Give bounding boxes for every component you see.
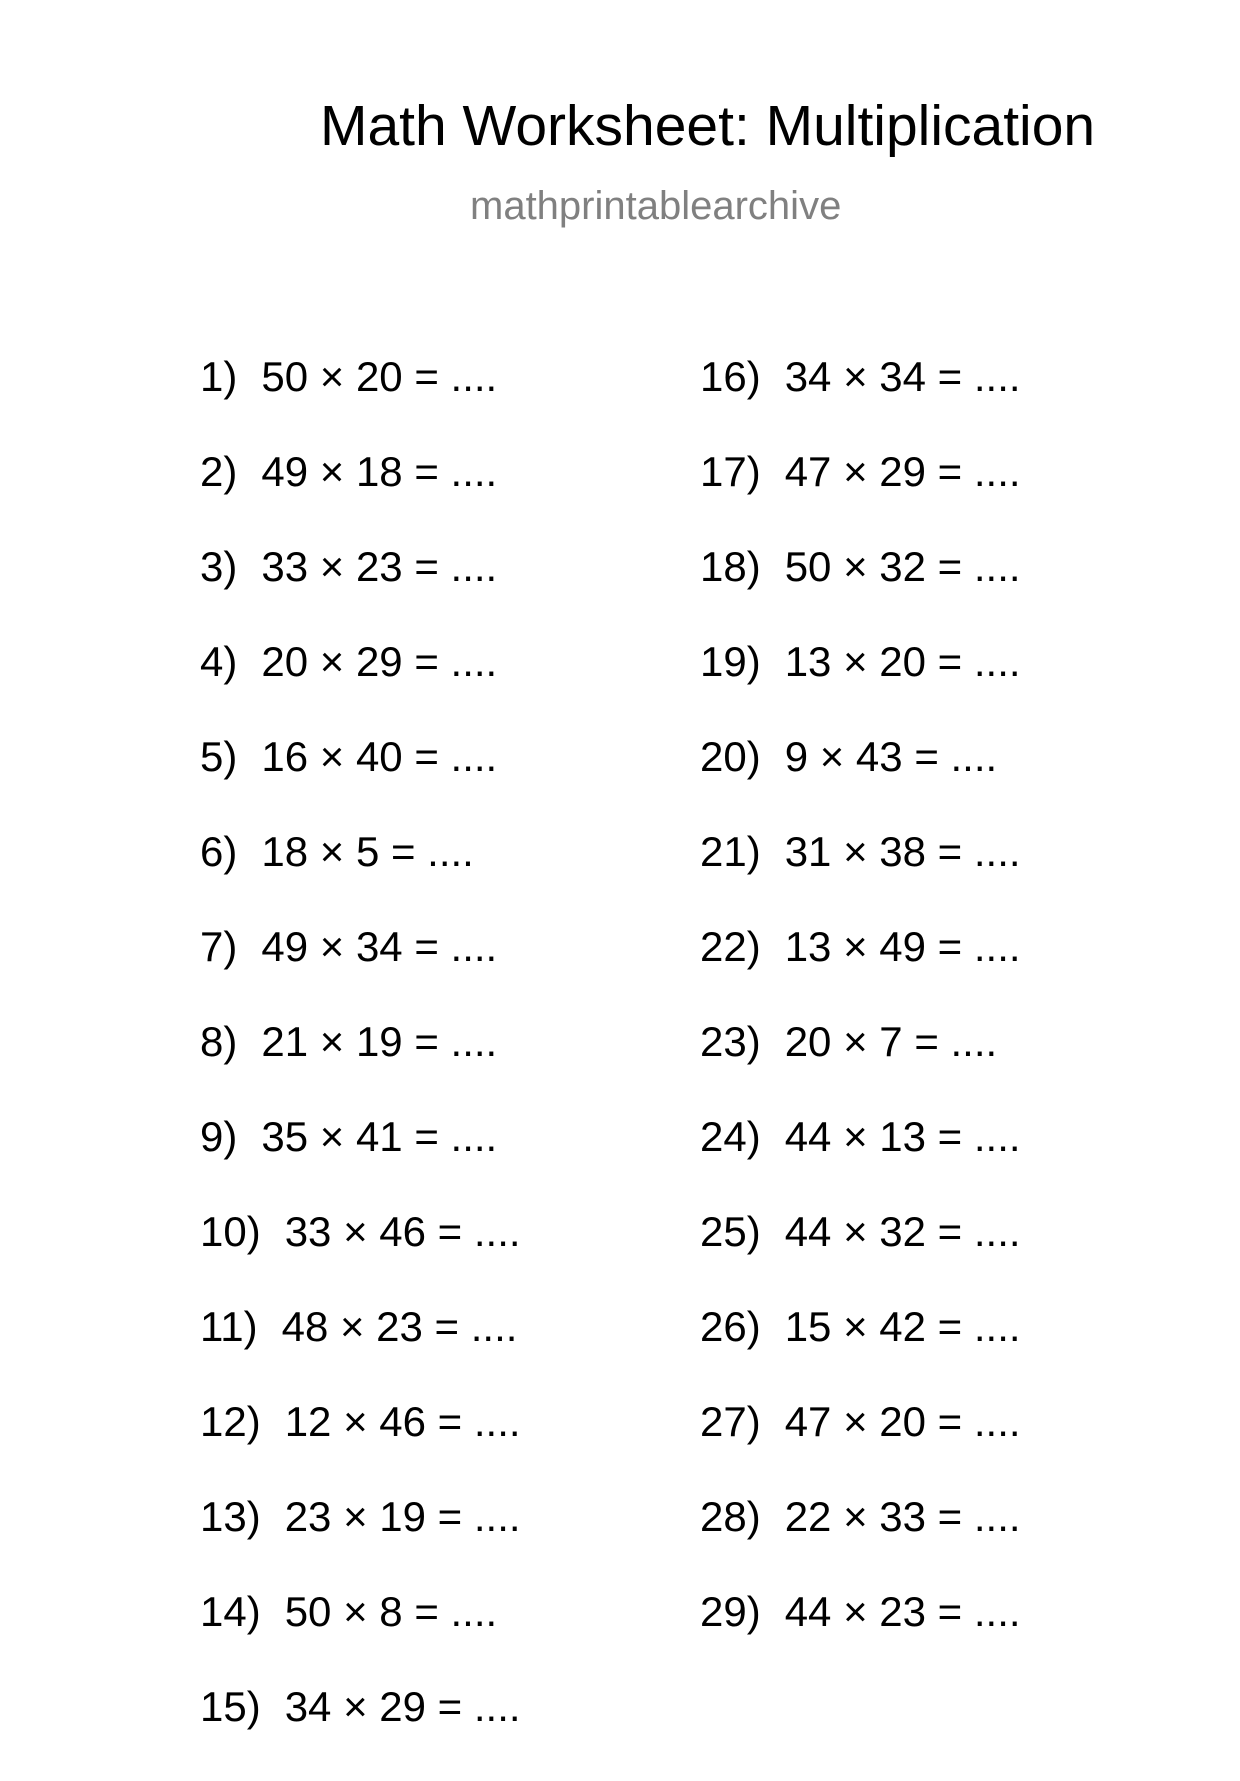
problem-item bbox=[200, 1113, 521, 1211]
problem-item bbox=[700, 1303, 1021, 1401]
problem-number: 16) bbox=[700, 353, 761, 400]
problem-item bbox=[700, 638, 1021, 736]
problem-number: 20) bbox=[700, 733, 761, 780]
problem-number: 4) bbox=[200, 638, 238, 685]
problem-expression: 48 × 23 = .... bbox=[281, 1303, 518, 1350]
problem-number: 1) bbox=[200, 353, 238, 400]
problem-expression: 49 × 34 = .... bbox=[261, 923, 498, 970]
problem-number: 26) bbox=[700, 1303, 761, 1350]
problem-item bbox=[200, 1208, 521, 1306]
problem-item bbox=[200, 353, 521, 451]
problem-expression: 20 × 29 = .... bbox=[261, 638, 498, 685]
problem-expression: 20 × 7 = .... bbox=[784, 1018, 998, 1065]
problem-number: 27) bbox=[700, 1398, 761, 1445]
problem-item bbox=[700, 543, 1021, 641]
problem-item bbox=[200, 828, 521, 926]
page-subtitle: mathprintablearchive bbox=[470, 184, 842, 228]
problem-expression: 9 × 43 = .... bbox=[784, 733, 998, 780]
problem-item bbox=[700, 448, 1021, 546]
problem-expression: 22 × 33 = .... bbox=[784, 1493, 1021, 1540]
problem-item bbox=[200, 1018, 521, 1116]
problem-number: 6) bbox=[200, 828, 238, 875]
problem-expression: 47 × 29 = .... bbox=[784, 448, 1021, 495]
problem-expression: 49 × 18 = .... bbox=[261, 448, 498, 495]
problem-expression: 47 × 20 = .... bbox=[784, 1398, 1021, 1445]
problem-item bbox=[700, 733, 1021, 831]
problem-expression: 44 × 23 = .... bbox=[784, 1588, 1021, 1635]
problem-item bbox=[700, 353, 1021, 451]
problem-expression: 35 × 41 = .... bbox=[261, 1113, 498, 1160]
problem-expression: 44 × 32 = .... bbox=[784, 1208, 1021, 1255]
problem-expression: 44 × 13 = .... bbox=[784, 1113, 1021, 1160]
problem-expression: 16 × 40 = .... bbox=[261, 733, 498, 780]
problem-number: 3) bbox=[200, 543, 238, 590]
problem-item bbox=[200, 733, 521, 831]
problem-item bbox=[700, 1208, 1021, 1306]
problem-number: 15) bbox=[200, 1683, 261, 1730]
problem-item bbox=[700, 1113, 1021, 1211]
problem-number: 10) bbox=[200, 1208, 261, 1255]
problem-expression: 21 × 19 = .... bbox=[261, 1018, 498, 1065]
problem-expression: 18 × 5 = .... bbox=[261, 828, 474, 875]
problem-number: 12) bbox=[200, 1398, 261, 1445]
problem-item bbox=[200, 1303, 521, 1401]
problem-number: 28) bbox=[700, 1493, 761, 1540]
problem-number: 9) bbox=[200, 1113, 238, 1160]
problem-column-right bbox=[700, 353, 1021, 1686]
problem-number: 17) bbox=[700, 448, 761, 495]
problem-number: 2) bbox=[200, 448, 238, 495]
problem-expression: 31 × 38 = .... bbox=[784, 828, 1021, 875]
problem-expression: 34 × 29 = .... bbox=[284, 1683, 521, 1730]
problem-expression: 13 × 20 = .... bbox=[784, 638, 1021, 685]
problem-item bbox=[200, 1493, 521, 1591]
problem-number: 29) bbox=[700, 1588, 761, 1635]
problem-number: 23) bbox=[700, 1018, 761, 1065]
problem-item bbox=[200, 448, 521, 546]
problem-item bbox=[200, 543, 521, 641]
problem-number: 13) bbox=[200, 1493, 261, 1540]
page-title: Math Worksheet: Multiplication bbox=[320, 94, 1096, 158]
problem-number: 14) bbox=[200, 1588, 261, 1635]
problem-expression: 50 × 8 = .... bbox=[284, 1588, 498, 1635]
problem-item bbox=[200, 1683, 521, 1781]
problem-number: 19) bbox=[700, 638, 761, 685]
problem-expression: 12 × 46 = .... bbox=[284, 1398, 521, 1445]
problem-item bbox=[700, 1588, 1021, 1686]
problem-number: 8) bbox=[200, 1018, 238, 1065]
problem-number: 11) bbox=[200, 1303, 258, 1350]
problem-item bbox=[200, 923, 521, 1021]
problem-expression: 15 × 42 = .... bbox=[784, 1303, 1021, 1350]
problem-item bbox=[700, 1018, 1021, 1116]
problem-number: 25) bbox=[700, 1208, 761, 1255]
problem-number: 18) bbox=[700, 543, 761, 590]
problem-expression: 33 × 23 = .... bbox=[261, 543, 498, 590]
problem-item bbox=[200, 1398, 521, 1496]
problem-column-left bbox=[200, 353, 521, 1781]
problem-item bbox=[700, 828, 1021, 926]
problem-expression: 50 × 20 = .... bbox=[261, 353, 498, 400]
problem-expression: 33 × 46 = .... bbox=[284, 1208, 521, 1255]
problem-expression: 50 × 32 = .... bbox=[784, 543, 1021, 590]
problem-number: 21) bbox=[700, 828, 761, 875]
problem-item bbox=[700, 1398, 1021, 1496]
problem-number: 24) bbox=[700, 1113, 761, 1160]
problem-item bbox=[200, 1588, 521, 1686]
problem-number: 5) bbox=[200, 733, 238, 780]
problem-expression: 13 × 49 = .... bbox=[784, 923, 1021, 970]
problem-item bbox=[700, 1493, 1021, 1591]
problem-expression: 34 × 34 = .... bbox=[784, 353, 1021, 400]
problem-item bbox=[700, 923, 1021, 1021]
problem-item bbox=[200, 638, 521, 736]
problem-number: 7) bbox=[200, 923, 238, 970]
problem-number: 22) bbox=[700, 923, 761, 970]
problem-expression: 23 × 19 = .... bbox=[284, 1493, 521, 1540]
